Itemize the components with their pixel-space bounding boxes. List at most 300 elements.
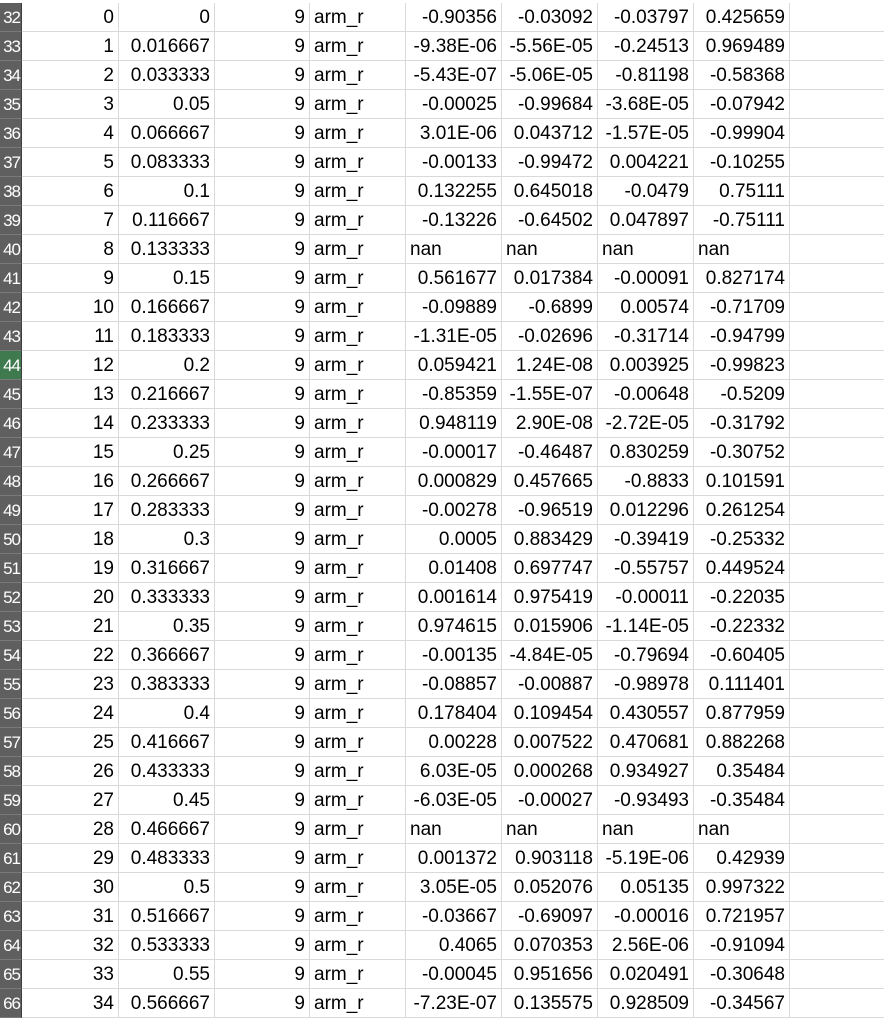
- table-cell[interactable]: 0: [22, 3, 119, 32]
- table-cell[interactable]: 0.466667: [119, 815, 215, 844]
- table-cell[interactable]: arm_r: [310, 61, 406, 90]
- row-header[interactable]: 53: [0, 612, 22, 641]
- table-cell[interactable]: 0.35484: [694, 757, 790, 786]
- table-cell[interactable]: -0.94799: [694, 322, 790, 351]
- table-cell[interactable]: 2.90E-08: [502, 409, 598, 438]
- table-cell[interactable]: 9: [215, 32, 310, 61]
- table-cell[interactable]: 17: [22, 496, 119, 525]
- table-cell[interactable]: 9: [215, 960, 310, 989]
- table-cell[interactable]: 0.928509: [598, 989, 694, 1018]
- table-cell[interactable]: arm_r: [310, 496, 406, 525]
- table-cell[interactable]: arm_r: [310, 409, 406, 438]
- table-cell[interactable]: nan: [502, 235, 598, 264]
- empty-cell[interactable]: [790, 960, 884, 989]
- row-header[interactable]: 61: [0, 844, 22, 873]
- empty-cell[interactable]: [790, 728, 884, 757]
- table-cell[interactable]: 0.059421: [406, 351, 502, 380]
- table-cell[interactable]: -0.5209: [694, 380, 790, 409]
- row-header[interactable]: 63: [0, 902, 22, 931]
- table-cell[interactable]: arm_r: [310, 148, 406, 177]
- table-cell[interactable]: 0.877959: [694, 699, 790, 728]
- table-cell[interactable]: 32: [22, 931, 119, 960]
- table-cell[interactable]: arm_r: [310, 119, 406, 148]
- table-cell[interactable]: -0.99823: [694, 351, 790, 380]
- table-cell[interactable]: 3: [22, 90, 119, 119]
- table-cell[interactable]: -0.99472: [502, 148, 598, 177]
- table-cell[interactable]: -0.46487: [502, 438, 598, 467]
- empty-cell[interactable]: [790, 90, 884, 119]
- table-cell[interactable]: 0.012296: [598, 496, 694, 525]
- table-cell[interactable]: -0.25332: [694, 525, 790, 554]
- table-cell[interactable]: 9: [215, 148, 310, 177]
- table-cell[interactable]: 0.827174: [694, 264, 790, 293]
- table-cell[interactable]: 0.015906: [502, 612, 598, 641]
- table-cell[interactable]: 0.000829: [406, 467, 502, 496]
- empty-cell[interactable]: [790, 989, 884, 1018]
- table-cell[interactable]: 10: [22, 293, 119, 322]
- table-cell[interactable]: -0.00135: [406, 641, 502, 670]
- table-cell[interactable]: nan: [598, 815, 694, 844]
- table-cell[interactable]: nan: [694, 235, 790, 264]
- table-cell[interactable]: 0.166667: [119, 293, 215, 322]
- table-cell[interactable]: -0.71709: [694, 293, 790, 322]
- table-cell[interactable]: 0.001372: [406, 844, 502, 873]
- table-cell[interactable]: 0.001614: [406, 583, 502, 612]
- table-cell[interactable]: -0.03797: [598, 3, 694, 32]
- table-cell[interactable]: 0.2: [119, 351, 215, 380]
- table-cell[interactable]: 9: [215, 931, 310, 960]
- table-cell[interactable]: -1.57E-05: [598, 119, 694, 148]
- row-header[interactable]: 45: [0, 380, 22, 409]
- table-cell[interactable]: -0.31792: [694, 409, 790, 438]
- table-cell[interactable]: arm_r: [310, 264, 406, 293]
- row-header[interactable]: 52: [0, 583, 22, 612]
- table-cell[interactable]: 9: [215, 989, 310, 1018]
- row-header[interactable]: 50: [0, 525, 22, 554]
- table-cell[interactable]: 0.561677: [406, 264, 502, 293]
- table-cell[interactable]: 15: [22, 438, 119, 467]
- table-cell[interactable]: 31: [22, 902, 119, 931]
- table-cell[interactable]: 0.45: [119, 786, 215, 815]
- table-cell[interactable]: 0.15: [119, 264, 215, 293]
- table-cell[interactable]: -5.56E-05: [502, 32, 598, 61]
- table-cell[interactable]: -5.43E-07: [406, 61, 502, 90]
- empty-cell[interactable]: [790, 786, 884, 815]
- empty-cell[interactable]: [790, 844, 884, 873]
- table-cell[interactable]: 0.969489: [694, 32, 790, 61]
- table-cell[interactable]: -5.06E-05: [502, 61, 598, 90]
- row-header[interactable]: 62: [0, 873, 22, 902]
- table-cell[interactable]: arm_r: [310, 728, 406, 757]
- table-cell[interactable]: 6.03E-05: [406, 757, 502, 786]
- table-cell[interactable]: arm_r: [310, 322, 406, 351]
- row-header[interactable]: 60: [0, 815, 22, 844]
- table-cell[interactable]: 9: [215, 612, 310, 641]
- table-cell[interactable]: 9: [215, 322, 310, 351]
- row-header[interactable]: 54: [0, 641, 22, 670]
- table-cell[interactable]: 0.25: [119, 438, 215, 467]
- table-cell[interactable]: nan: [694, 815, 790, 844]
- empty-cell[interactable]: [790, 32, 884, 61]
- table-cell[interactable]: arm_r: [310, 3, 406, 32]
- table-cell[interactable]: 0.017384: [502, 264, 598, 293]
- table-cell[interactable]: 0.449524: [694, 554, 790, 583]
- table-cell[interactable]: 0.116667: [119, 206, 215, 235]
- table-cell[interactable]: 0.00228: [406, 728, 502, 757]
- table-cell[interactable]: nan: [406, 235, 502, 264]
- table-cell[interactable]: 0.882268: [694, 728, 790, 757]
- table-cell[interactable]: 9: [215, 554, 310, 583]
- table-cell[interactable]: arm_r: [310, 467, 406, 496]
- table-cell[interactable]: 0.934927: [598, 757, 694, 786]
- table-cell[interactable]: 0.00574: [598, 293, 694, 322]
- table-cell[interactable]: 9: [215, 815, 310, 844]
- table-cell[interactable]: arm_r: [310, 177, 406, 206]
- table-cell[interactable]: arm_r: [310, 844, 406, 873]
- table-cell[interactable]: 0.533333: [119, 931, 215, 960]
- row-header[interactable]: 48: [0, 467, 22, 496]
- empty-cell[interactable]: [790, 293, 884, 322]
- table-cell[interactable]: 0.4: [119, 699, 215, 728]
- table-cell[interactable]: 0.033333: [119, 61, 215, 90]
- table-cell[interactable]: -0.03667: [406, 902, 502, 931]
- table-cell[interactable]: 29: [22, 844, 119, 873]
- table-cell[interactable]: -0.35484: [694, 786, 790, 815]
- empty-cell[interactable]: [790, 902, 884, 931]
- table-cell[interactable]: -0.00133: [406, 148, 502, 177]
- empty-cell[interactable]: [790, 380, 884, 409]
- table-cell[interactable]: -0.03092: [502, 3, 598, 32]
- table-cell[interactable]: -0.0479: [598, 177, 694, 206]
- table-cell[interactable]: 1.24E-08: [502, 351, 598, 380]
- table-cell[interactable]: -0.00027: [502, 786, 598, 815]
- table-cell[interactable]: arm_r: [310, 554, 406, 583]
- table-cell[interactable]: -0.30752: [694, 438, 790, 467]
- table-cell[interactable]: 0.261254: [694, 496, 790, 525]
- table-cell[interactable]: 0.566667: [119, 989, 215, 1018]
- row-header[interactable]: 57: [0, 728, 22, 757]
- table-cell[interactable]: -0.75111: [694, 206, 790, 235]
- table-cell[interactable]: -6.03E-05: [406, 786, 502, 815]
- table-cell[interactable]: -0.60405: [694, 641, 790, 670]
- table-cell[interactable]: -0.00887: [502, 670, 598, 699]
- empty-cell[interactable]: [790, 496, 884, 525]
- table-cell[interactable]: 19: [22, 554, 119, 583]
- row-header[interactable]: 64: [0, 931, 22, 960]
- table-cell[interactable]: 0.433333: [119, 757, 215, 786]
- table-cell[interactable]: arm_r: [310, 873, 406, 902]
- table-cell[interactable]: 12: [22, 351, 119, 380]
- table-cell[interactable]: 34: [22, 989, 119, 1018]
- table-cell[interactable]: -0.09889: [406, 293, 502, 322]
- table-cell[interactable]: 0.0005: [406, 525, 502, 554]
- table-cell[interactable]: 0.997322: [694, 873, 790, 902]
- empty-cell[interactable]: [790, 931, 884, 960]
- table-cell[interactable]: 9: [215, 119, 310, 148]
- table-cell[interactable]: 9: [215, 177, 310, 206]
- table-cell[interactable]: -0.24513: [598, 32, 694, 61]
- empty-cell[interactable]: [790, 61, 884, 90]
- table-cell[interactable]: 0.457665: [502, 467, 598, 496]
- table-cell[interactable]: -0.13226: [406, 206, 502, 235]
- empty-cell[interactable]: [790, 815, 884, 844]
- table-cell[interactable]: 21: [22, 612, 119, 641]
- table-cell[interactable]: 9: [215, 641, 310, 670]
- table-cell[interactable]: arm_r: [310, 989, 406, 1018]
- table-cell[interactable]: 9: [215, 525, 310, 554]
- table-cell[interactable]: 0.316667: [119, 554, 215, 583]
- row-header[interactable]: 41: [0, 264, 22, 293]
- table-cell[interactable]: 0.043712: [502, 119, 598, 148]
- table-cell[interactable]: 0.903118: [502, 844, 598, 873]
- empty-cell[interactable]: [790, 351, 884, 380]
- row-header[interactable]: 58: [0, 757, 22, 786]
- table-cell[interactable]: 0.42939: [694, 844, 790, 873]
- table-cell[interactable]: -0.07942: [694, 90, 790, 119]
- table-cell[interactable]: 33: [22, 960, 119, 989]
- table-cell[interactable]: -0.34567: [694, 989, 790, 1018]
- table-cell[interactable]: 2.56E-06: [598, 931, 694, 960]
- table-cell[interactable]: 3.05E-05: [406, 873, 502, 902]
- empty-cell[interactable]: [790, 467, 884, 496]
- table-cell[interactable]: 0.016667: [119, 32, 215, 61]
- table-cell[interactable]: 0.000268: [502, 757, 598, 786]
- table-cell[interactable]: 0.003925: [598, 351, 694, 380]
- table-cell[interactable]: -9.38E-06: [406, 32, 502, 61]
- row-header[interactable]: 65: [0, 960, 22, 989]
- table-cell[interactable]: 0.430557: [598, 699, 694, 728]
- table-cell[interactable]: -0.00017: [406, 438, 502, 467]
- table-cell[interactable]: 0.697747: [502, 554, 598, 583]
- table-cell[interactable]: 0.721957: [694, 902, 790, 931]
- table-cell[interactable]: 16: [22, 467, 119, 496]
- empty-cell[interactable]: [790, 409, 884, 438]
- table-cell[interactable]: 9: [215, 873, 310, 902]
- table-cell[interactable]: arm_r: [310, 438, 406, 467]
- row-header[interactable]: 38: [0, 177, 22, 206]
- table-cell[interactable]: 14: [22, 409, 119, 438]
- table-cell[interactable]: 0.470681: [598, 728, 694, 757]
- table-cell[interactable]: -3.68E-05: [598, 90, 694, 119]
- empty-cell[interactable]: [790, 148, 884, 177]
- table-cell[interactable]: arm_r: [310, 293, 406, 322]
- table-cell[interactable]: -0.02696: [502, 322, 598, 351]
- table-cell[interactable]: 0.05: [119, 90, 215, 119]
- row-header[interactable]: 40: [0, 235, 22, 264]
- table-cell[interactable]: nan: [406, 815, 502, 844]
- table-cell[interactable]: arm_r: [310, 525, 406, 554]
- table-cell[interactable]: arm_r: [310, 583, 406, 612]
- empty-cell[interactable]: [790, 554, 884, 583]
- table-cell[interactable]: -0.22332: [694, 612, 790, 641]
- table-cell[interactable]: -0.98978: [598, 670, 694, 699]
- table-cell[interactable]: -0.79694: [598, 641, 694, 670]
- empty-cell[interactable]: [790, 583, 884, 612]
- table-cell[interactable]: 13: [22, 380, 119, 409]
- table-cell[interactable]: 6: [22, 177, 119, 206]
- table-cell[interactable]: -0.30648: [694, 960, 790, 989]
- table-cell[interactable]: 27: [22, 786, 119, 815]
- table-cell[interactable]: arm_r: [310, 235, 406, 264]
- table-cell[interactable]: 0.020491: [598, 960, 694, 989]
- table-cell[interactable]: arm_r: [310, 32, 406, 61]
- table-cell[interactable]: 30: [22, 873, 119, 902]
- table-cell[interactable]: 0.35: [119, 612, 215, 641]
- row-header[interactable]: 36: [0, 119, 22, 148]
- empty-cell[interactable]: [790, 264, 884, 293]
- table-cell[interactable]: arm_r: [310, 612, 406, 641]
- row-header[interactable]: 56: [0, 699, 22, 728]
- table-cell[interactable]: 0.01408: [406, 554, 502, 583]
- table-cell[interactable]: -0.96519: [502, 496, 598, 525]
- row-header[interactable]: 66: [0, 989, 22, 1018]
- table-cell[interactable]: 0.101591: [694, 467, 790, 496]
- table-cell[interactable]: 0.951656: [502, 960, 598, 989]
- table-cell[interactable]: 23: [22, 670, 119, 699]
- empty-cell[interactable]: [790, 670, 884, 699]
- table-cell[interactable]: -0.58368: [694, 61, 790, 90]
- table-cell[interactable]: 24: [22, 699, 119, 728]
- table-cell[interactable]: 28: [22, 815, 119, 844]
- table-cell[interactable]: 0.830259: [598, 438, 694, 467]
- row-header[interactable]: 39: [0, 206, 22, 235]
- table-cell[interactable]: -0.22035: [694, 583, 790, 612]
- table-cell[interactable]: 0.109454: [502, 699, 598, 728]
- empty-cell[interactable]: [790, 3, 884, 32]
- table-cell[interactable]: 11: [22, 322, 119, 351]
- table-cell[interactable]: nan: [598, 235, 694, 264]
- row-header[interactable]: 37: [0, 148, 22, 177]
- table-cell[interactable]: -1.55E-07: [502, 380, 598, 409]
- empty-cell[interactable]: [790, 525, 884, 554]
- table-cell[interactable]: 4: [22, 119, 119, 148]
- table-cell[interactable]: arm_r: [310, 206, 406, 235]
- row-header[interactable]: 35: [0, 90, 22, 119]
- table-cell[interactable]: 0.975419: [502, 583, 598, 612]
- table-cell[interactable]: 0.070353: [502, 931, 598, 960]
- table-cell[interactable]: nan: [502, 815, 598, 844]
- table-cell[interactable]: -0.69097: [502, 902, 598, 931]
- table-cell[interactable]: arm_r: [310, 931, 406, 960]
- row-header[interactable]: 32: [0, 3, 22, 32]
- table-cell[interactable]: 9: [215, 206, 310, 235]
- table-cell[interactable]: 0.5: [119, 873, 215, 902]
- table-cell[interactable]: arm_r: [310, 90, 406, 119]
- table-cell[interactable]: -0.00016: [598, 902, 694, 931]
- row-header[interactable]: 51: [0, 554, 22, 583]
- table-cell[interactable]: arm_r: [310, 960, 406, 989]
- table-cell[interactable]: 9: [22, 264, 119, 293]
- table-cell[interactable]: -0.6899: [502, 293, 598, 322]
- table-cell[interactable]: 0.883429: [502, 525, 598, 554]
- table-cell[interactable]: -4.84E-05: [502, 641, 598, 670]
- table-cell[interactable]: 9: [215, 351, 310, 380]
- empty-cell[interactable]: [790, 641, 884, 670]
- table-cell[interactable]: 0.1: [119, 177, 215, 206]
- table-cell[interactable]: 0.4065: [406, 931, 502, 960]
- table-cell[interactable]: -0.64502: [502, 206, 598, 235]
- table-cell[interactable]: 9: [215, 583, 310, 612]
- table-cell[interactable]: 0.216667: [119, 380, 215, 409]
- table-cell[interactable]: 0.3: [119, 525, 215, 554]
- table-cell[interactable]: 26: [22, 757, 119, 786]
- table-cell[interactable]: 9: [215, 61, 310, 90]
- table-cell[interactable]: 0.483333: [119, 844, 215, 873]
- table-cell[interactable]: -0.99684: [502, 90, 598, 119]
- table-cell[interactable]: -0.93493: [598, 786, 694, 815]
- table-cell[interactable]: -0.90356: [406, 3, 502, 32]
- table-cell[interactable]: 9: [215, 728, 310, 757]
- table-cell[interactable]: -0.00045: [406, 960, 502, 989]
- table-cell[interactable]: arm_r: [310, 815, 406, 844]
- table-cell[interactable]: 2: [22, 61, 119, 90]
- table-cell[interactable]: 9: [215, 438, 310, 467]
- table-cell[interactable]: 0.233333: [119, 409, 215, 438]
- table-cell[interactable]: 20: [22, 583, 119, 612]
- table-cell[interactable]: arm_r: [310, 670, 406, 699]
- table-cell[interactable]: -0.00025: [406, 90, 502, 119]
- empty-cell[interactable]: [790, 119, 884, 148]
- table-cell[interactable]: 9: [215, 380, 310, 409]
- table-cell[interactable]: 9: [215, 670, 310, 699]
- table-cell[interactable]: 0.974615: [406, 612, 502, 641]
- table-cell[interactable]: 0.05135: [598, 873, 694, 902]
- table-cell[interactable]: 9: [215, 699, 310, 728]
- table-cell[interactable]: -0.91094: [694, 931, 790, 960]
- table-cell[interactable]: -0.81198: [598, 61, 694, 90]
- empty-cell[interactable]: [790, 699, 884, 728]
- empty-cell[interactable]: [790, 206, 884, 235]
- table-cell[interactable]: 0.135575: [502, 989, 598, 1018]
- table-cell[interactable]: -1.31E-05: [406, 322, 502, 351]
- table-cell[interactable]: -0.00011: [598, 583, 694, 612]
- table-cell[interactable]: 0.283333: [119, 496, 215, 525]
- table-cell[interactable]: -0.31714: [598, 322, 694, 351]
- table-cell[interactable]: 8: [22, 235, 119, 264]
- table-cell[interactable]: arm_r: [310, 641, 406, 670]
- table-cell[interactable]: arm_r: [310, 699, 406, 728]
- table-cell[interactable]: 0.178404: [406, 699, 502, 728]
- table-cell[interactable]: 0.516667: [119, 902, 215, 931]
- table-cell[interactable]: -0.85359: [406, 380, 502, 409]
- table-cell[interactable]: 9: [215, 902, 310, 931]
- table-cell[interactable]: 0.425659: [694, 3, 790, 32]
- table-cell[interactable]: 0.111401: [694, 670, 790, 699]
- table-cell[interactable]: -0.10255: [694, 148, 790, 177]
- empty-cell[interactable]: [790, 612, 884, 641]
- table-cell[interactable]: -0.99904: [694, 119, 790, 148]
- row-header[interactable]: 47: [0, 438, 22, 467]
- table-cell[interactable]: -0.55757: [598, 554, 694, 583]
- table-cell[interactable]: -5.19E-06: [598, 844, 694, 873]
- table-cell[interactable]: 0.333333: [119, 583, 215, 612]
- table-cell[interactable]: 0.083333: [119, 148, 215, 177]
- table-cell[interactable]: 9: [215, 235, 310, 264]
- table-cell[interactable]: -2.72E-05: [598, 409, 694, 438]
- table-cell[interactable]: 25: [22, 728, 119, 757]
- table-cell[interactable]: 0.066667: [119, 119, 215, 148]
- table-cell[interactable]: 3.01E-06: [406, 119, 502, 148]
- empty-cell[interactable]: [790, 322, 884, 351]
- row-header[interactable]: 33: [0, 32, 22, 61]
- table-cell[interactable]: 9: [215, 293, 310, 322]
- table-cell[interactable]: 18: [22, 525, 119, 554]
- table-cell[interactable]: 9: [215, 90, 310, 119]
- table-cell[interactable]: 0.416667: [119, 728, 215, 757]
- empty-cell[interactable]: [790, 235, 884, 264]
- row-header[interactable]: 43: [0, 322, 22, 351]
- table-cell[interactable]: 9: [215, 786, 310, 815]
